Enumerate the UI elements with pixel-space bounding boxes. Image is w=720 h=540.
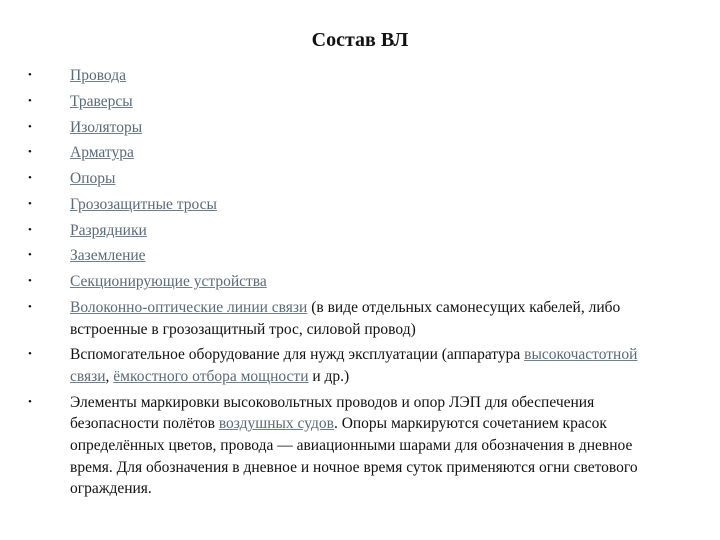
item-text: . Опоры маркируются сочетанием красок определённых цветов, провода — авиационными шарами для обозначения в дневное время. Для обозначения в дневное и ночное время суток применяются огни светового ограждения. [70, 415, 638, 498]
item-text: Элементы маркировки высоковольтных проводов и опор ЛЭП для обеспечения безопасности полётов [70, 393, 595, 433]
list-item [26, 117, 676, 139]
link-traverses[interactable]: Траверсы [70, 92, 133, 110]
list-item [26, 65, 676, 87]
link-supports[interactable]: Опоры [70, 170, 116, 188]
item-text: Вспомогательное оборудование для нужд эксплуатации (аппаратура [70, 346, 525, 364]
composition-list [26, 65, 676, 504]
link-hf-communication[interactable]: высокочастотной связи [70, 346, 638, 385]
bullet-icon: • [28, 395, 32, 408]
link-arresters[interactable]: Разрядники [70, 221, 147, 239]
bullet-icon: • [28, 120, 32, 133]
list-item [26, 271, 676, 293]
bullet-icon: • [28, 275, 32, 288]
link-aircraft[interactable]: воздушных судов [218, 415, 334, 433]
list-item [26, 142, 676, 164]
item-text: (в виде отдельных самонесущих кабелей, либо встроенные в грозозащитный трос, силовой провод) [70, 299, 621, 338]
item-separator: , [105, 368, 114, 385]
link-wires[interactable]: Провода [70, 67, 126, 84]
bullet-icon: • [28, 172, 32, 185]
bullet-icon: • [28, 301, 32, 314]
link-fiber-optic-lines[interactable]: Волоконно-оптические линии связи [70, 299, 308, 317]
bullet-icon: • [28, 348, 32, 361]
list-item [26, 220, 676, 242]
link-fittings[interactable]: Арматура [70, 144, 134, 162]
bullet-icon: • [28, 69, 32, 81]
link-grounding[interactable]: Заземление [70, 247, 146, 265]
link-sectioning-devices[interactable]: Секционирующие устройства [70, 273, 267, 291]
list-item [26, 168, 676, 190]
list-item [26, 245, 676, 267]
link-capacitive-power-tap[interactable]: ёмкостного отбора мощности [113, 368, 309, 385]
bullet-icon: • [28, 146, 32, 159]
list-item [26, 392, 676, 500]
bullet-icon: • [28, 94, 32, 107]
bullet-icon: • [28, 223, 32, 236]
list-item [26, 194, 676, 216]
link-insulators[interactable]: Изоляторы [70, 118, 143, 136]
list-item [26, 297, 676, 340]
slide-title: Состав ВЛ [311, 29, 409, 51]
list-item [26, 344, 676, 387]
item-text: и др.) [308, 368, 350, 385]
bullet-icon: • [28, 197, 32, 210]
list-item [26, 91, 676, 113]
link-ground-wires[interactable]: Грозозащитные тросы [70, 195, 217, 213]
bullet-icon: • [28, 249, 32, 262]
